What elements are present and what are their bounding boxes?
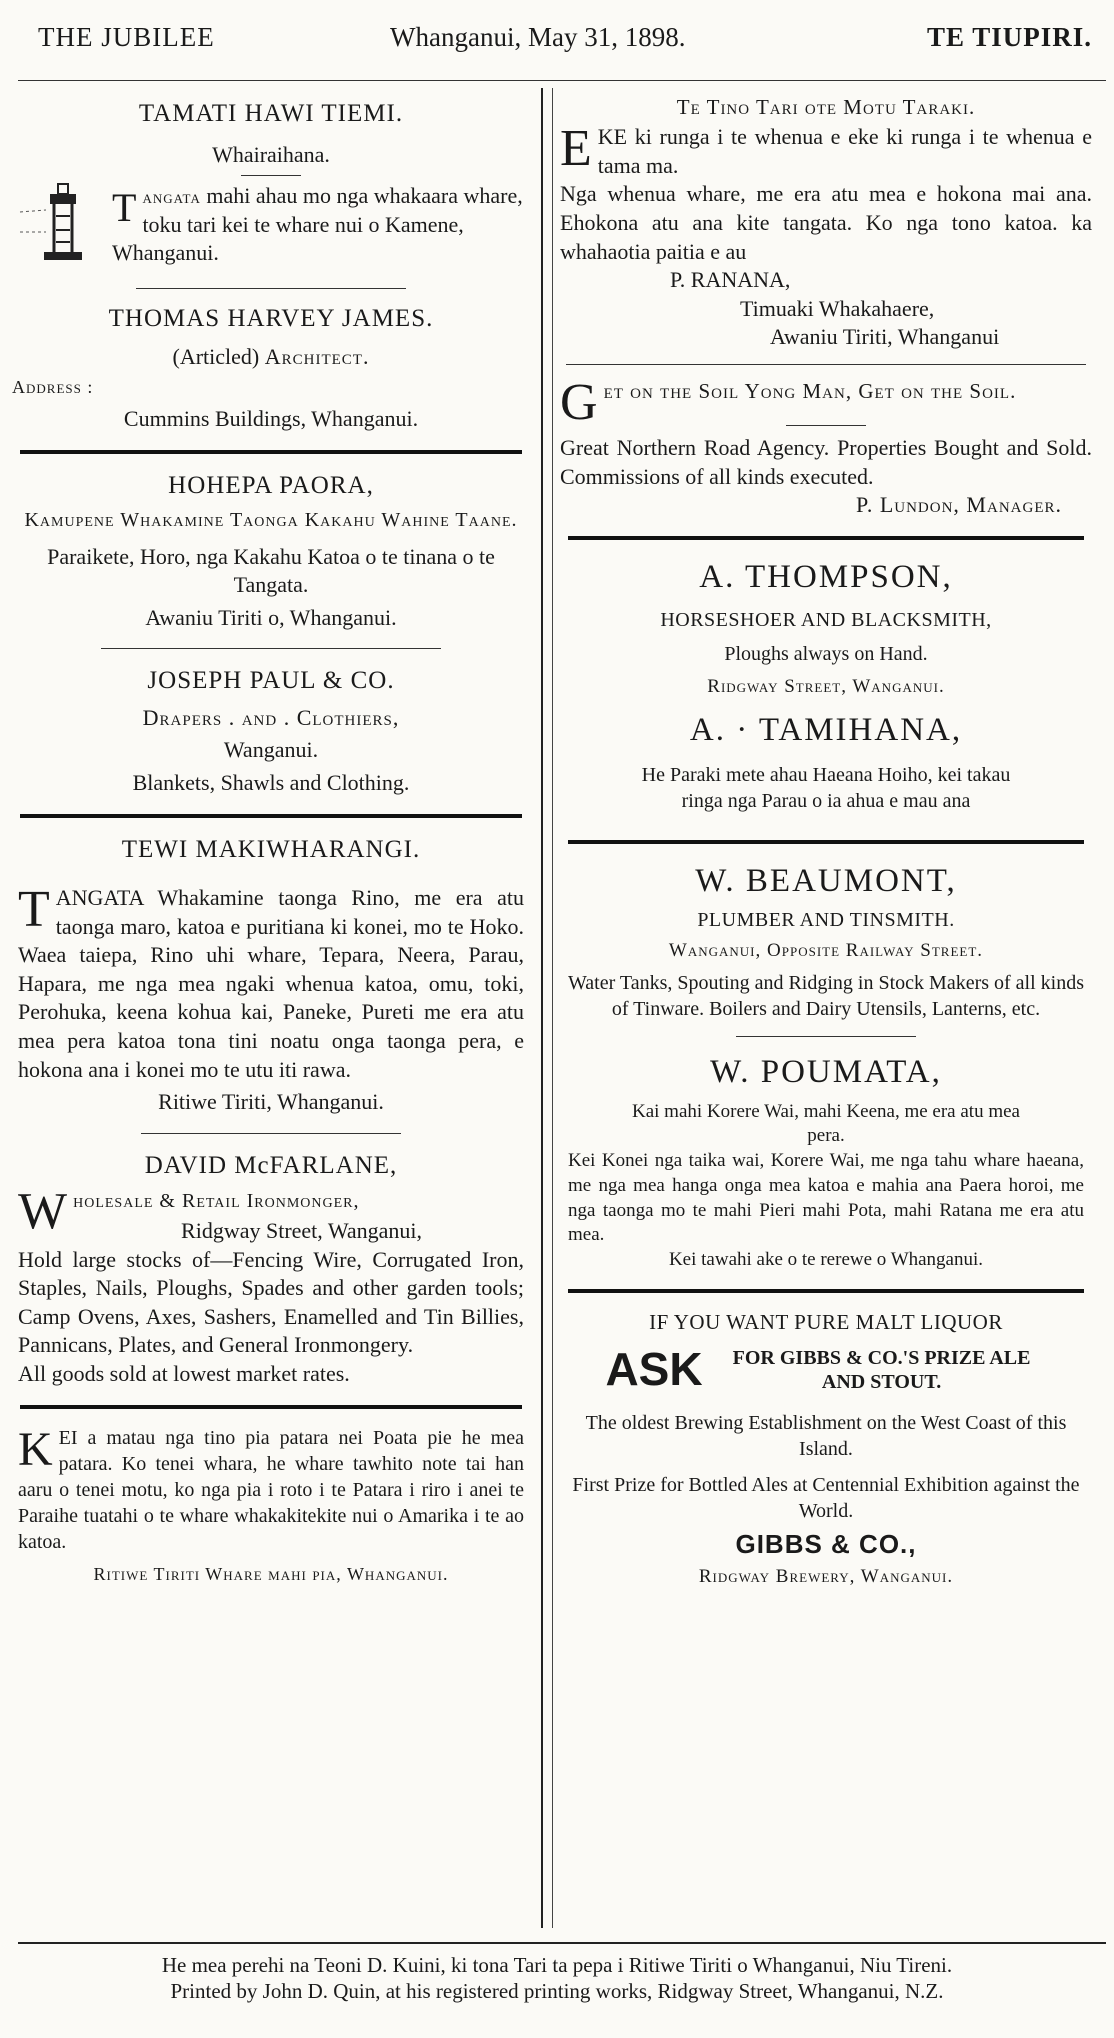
ad-kei <box>12 1422 530 1586</box>
divider <box>136 288 406 289</box>
ad-name: GIBBS & CO., <box>735 1528 917 1559</box>
imprint-english: Printed by John D. Quin, at his registered printing works, Ridgway Street, Whanganui, N.Z. <box>170 1979 944 2004</box>
ad-body: Kei Konei nga taika wai, Korere Wai, me nga tahu whare haeana, me nga mea hanga onga mea katoa e mahia ana Paera horoi, me nga taonga mo te mahi Pieri mahi Pota, mahi Ratana me era atu mea. <box>568 1150 1084 1246</box>
ad-body2: First Prize for Bottled Ales at Centennial Exhibition against the World. <box>572 1473 1080 1522</box>
ad-address-label: Address : <box>12 377 94 398</box>
ad-tamihana <box>560 709 1092 814</box>
ad-head: et on the Soil Yong Man, Get on the Soil. <box>603 379 1017 404</box>
ad-address: Ritiwe Tiriti, Whanganui. <box>158 1089 384 1115</box>
ad-role: Whairaihana. <box>212 141 330 167</box>
ad-body: Paraikete, Horo, nga Kakahu Katoa o te tinana o te Tangata. <box>47 543 495 598</box>
thick-divider <box>20 450 522 454</box>
ad-body2: Nga whenua whare, me era atu mea e hokona mai ana. Ehokona atu ana kite tangata. Ko nga tono katoa. ka whahaotia paitia e au <box>560 181 1092 264</box>
ad-name: THOMAS HARVEY JAMES. <box>108 304 434 332</box>
ad-body-smallcaps: angata <box>142 187 201 209</box>
ad-tewi <box>12 834 530 1117</box>
ad-body-block <box>560 120 1092 180</box>
ad-agent: P. RANANA, <box>670 267 791 293</box>
ad-head-block <box>560 374 1092 432</box>
thick-divider <box>20 814 522 818</box>
ad-address: Awaniu Tiriti o, Whanganui. <box>145 604 397 630</box>
imprint-maori: He mea perehi na Teoni D. Kuini, ki tona Tari ta pepa i Ritiwe Tiriti o Whanganui, Niu Tireni. <box>161 1953 953 1977</box>
ad-thompson <box>560 556 1092 700</box>
ad-joseph <box>12 665 530 797</box>
ad-title-articled: (Articled) <box>172 344 260 370</box>
thick-divider <box>568 536 1084 540</box>
ad-body: He Paraki mete ahau Haeana Hoiho, kei takau ringa nga Parau o ia ahua e mau ana <box>641 764 1011 813</box>
ad-ploughs: Ploughs always on Hand. <box>724 642 928 665</box>
ad-tamati <box>12 88 530 268</box>
ad-sub: Kamupene Whakamine Taonga Kakahu Wahine Taane. <box>24 508 518 531</box>
ad-manager: P. Lundon, Manager. <box>856 492 1062 518</box>
ad-ask: ASK <box>605 1342 703 1395</box>
masthead-title-en: THE JUBILEE <box>38 22 215 52</box>
dropcap: E <box>560 120 592 178</box>
ad-address: Cummins Buildings, Whanganui. <box>123 406 419 432</box>
ad-body: mahi ahau mo nga whakaara whare, toku tari kei te whare nui o Kamene, Whanganui. <box>112 183 523 266</box>
ad-role: Timuaki Whakahaere, <box>740 295 935 321</box>
ad-ask-text: FOR GIBBS & CO.'S PRIZE ALE AND STOUT. <box>732 1346 1031 1393</box>
ad-body1: The oldest Brewing Establishment on the West Coast of this Island. <box>585 1411 1067 1460</box>
ad-rates: All goods sold at lowest market rates. <box>18 1360 350 1386</box>
masthead-title-mi: TE TIUPIRI. <box>926 22 1092 52</box>
ad-name: TAMATI HAWI TIEMI. <box>138 100 404 127</box>
ad-poumata <box>560 1051 1092 1273</box>
ad-intro: Kai mahi Korere Wai, mahi Keena, me era atu mea pera. <box>632 1100 1020 1147</box>
ad-title: Te Tino Tari ote Motu Taraki. <box>676 95 976 119</box>
ad-address: Kei tawahi ake o te rerewe o Whanganui. <box>668 1248 984 1270</box>
left-column <box>12 88 530 1586</box>
ad-address: Wanganui, Opposite Railway Street. <box>668 940 984 962</box>
ad-name: A. THOMPSON, <box>699 558 953 595</box>
ad-body-block <box>12 182 530 268</box>
ad-name: W. BEAUMONT, <box>695 863 957 900</box>
ad-sub: holesale & Retail Ironmonger, <box>73 1190 360 1213</box>
ad-address: Ritiwe Tiriti Whare mahi pia, Whanganui. <box>93 1563 449 1584</box>
dropcap: W <box>18 1183 68 1241</box>
dropcap: T <box>112 185 137 231</box>
ad-goods: Blankets, Shawls and Clothing. <box>132 770 410 796</box>
ad-name: A. · TAMIHANA, <box>689 712 963 749</box>
right-column <box>560 88 1092 1590</box>
ad-body: ANGATA Whakamine taonga Rino, me era atu taonga maro, katoa e puritiana ki konei, mo te Hoko. Waea taiepa, Rino uhi whare, Tepara, Neera, Parau, Hapara, me nga mea ngaki whenua katoa, omu, toki, Perohuka, keena kohua kai, Paneke, Pureti me era atu mea pera katoa tona tini noatu onga taonga pera, e hokona ana i konei mo te utu iti rawa. <box>18 885 524 1082</box>
ad-body-block <box>12 881 530 1084</box>
masthead <box>0 0 1114 70</box>
bottom-rule <box>18 1942 1106 1944</box>
ad-body: KE ki runga i te whenua e eke ki runga i te whenua e tama ma. <box>597 124 1092 178</box>
thick-divider <box>568 1289 1084 1293</box>
ad-gibbs <box>560 1309 1092 1591</box>
ad-title-architect: Architect. <box>264 344 370 370</box>
divider <box>566 364 1086 365</box>
divider <box>101 648 441 649</box>
ad-name: DAVID McFARLANE, <box>144 1151 398 1179</box>
column-divider <box>541 88 543 1928</box>
column-divider-inner <box>552 88 553 1928</box>
ad-soil <box>560 374 1092 520</box>
thick-divider <box>568 840 1084 844</box>
ad-place: Wanganui. <box>223 737 319 763</box>
ad-title <box>12 343 530 372</box>
dropcap: G <box>560 374 598 432</box>
ad-name: JOSEPH PAUL & CO. <box>147 667 395 695</box>
ad-david <box>12 1150 530 1389</box>
ad-body: Hold large stocks of—Fencing Wire, Corrugated Iron, Staples, Nails, Ploughs, Spades and other garden tools; Camp Ovens, Axes, Sashers, Enamelled and Tin Billies, Pannicans, Plates, and General Ironmongery. <box>18 1246 524 1358</box>
ad-body: Great Northern Road Agency. Properties Bought and Sold. Commissions of all kinds executed. <box>560 435 1092 489</box>
imprint-footer <box>0 1952 1114 2005</box>
dropcap: T <box>18 881 50 939</box>
ad-address: Awaniu Tiriti, Whanganui <box>770 324 1000 350</box>
ad-thomas <box>12 303 530 434</box>
ad-address: Ridgway Brewery, Wanganui. <box>698 1566 954 1588</box>
divider <box>736 1036 916 1037</box>
ad-trade: HORSESHOER AND BLACKSMITH, <box>660 608 992 631</box>
ad-name: W. POUMATA, <box>710 1053 942 1090</box>
masthead-dateline: Whanganui, May 31, 1898. <box>390 22 686 52</box>
short-rule <box>241 175 301 176</box>
ad-trade: PLUMBER AND TINSMITH. <box>697 909 955 932</box>
top-rule <box>18 80 1106 81</box>
ad-body: Water Tanks, Spouting and Ridging in Stock Makers of all kinds of Tinware. Boilers and Dairy Utensils, Lanterns, etc. <box>567 971 1084 1020</box>
ad-ask-row <box>560 1340 1092 1400</box>
ad-address: Ridgway Street, Wanganui. <box>707 675 945 697</box>
ad-hohepa <box>12 470 530 632</box>
ad-body-block <box>12 1422 530 1555</box>
ad-head: IF YOU WANT PURE MALT LIQUOR <box>649 1309 1003 1334</box>
ad-name: TEWI MAKIWHARANGI. <box>121 835 421 863</box>
ad-street: Ridgway Street, Wanganui, <box>181 1217 423 1243</box>
divider <box>141 1133 401 1134</box>
ad-sub: Drapers . and . Clothiers, <box>142 704 400 730</box>
ad-body: EI a matau nga tino pia patara nei Poata pie he mea patara. Ko tenei whara, he whare tawhito note tai han aaru o tenei motu, ko nga pia i roto i te Patara i riro i anei te Paraihe tuatahi o te whare whakakitekite nui o Amarika i te ao katoa. <box>18 1426 524 1553</box>
short-rule <box>786 425 866 426</box>
ad-tino <box>560 94 1092 352</box>
ad-name: HOHEPA PAORA, <box>168 472 374 500</box>
ad-beaumont <box>560 860 1092 1022</box>
dropcap: K <box>18 1422 53 1476</box>
thick-divider <box>20 1405 522 1409</box>
lighthouse-icon <box>16 182 108 264</box>
